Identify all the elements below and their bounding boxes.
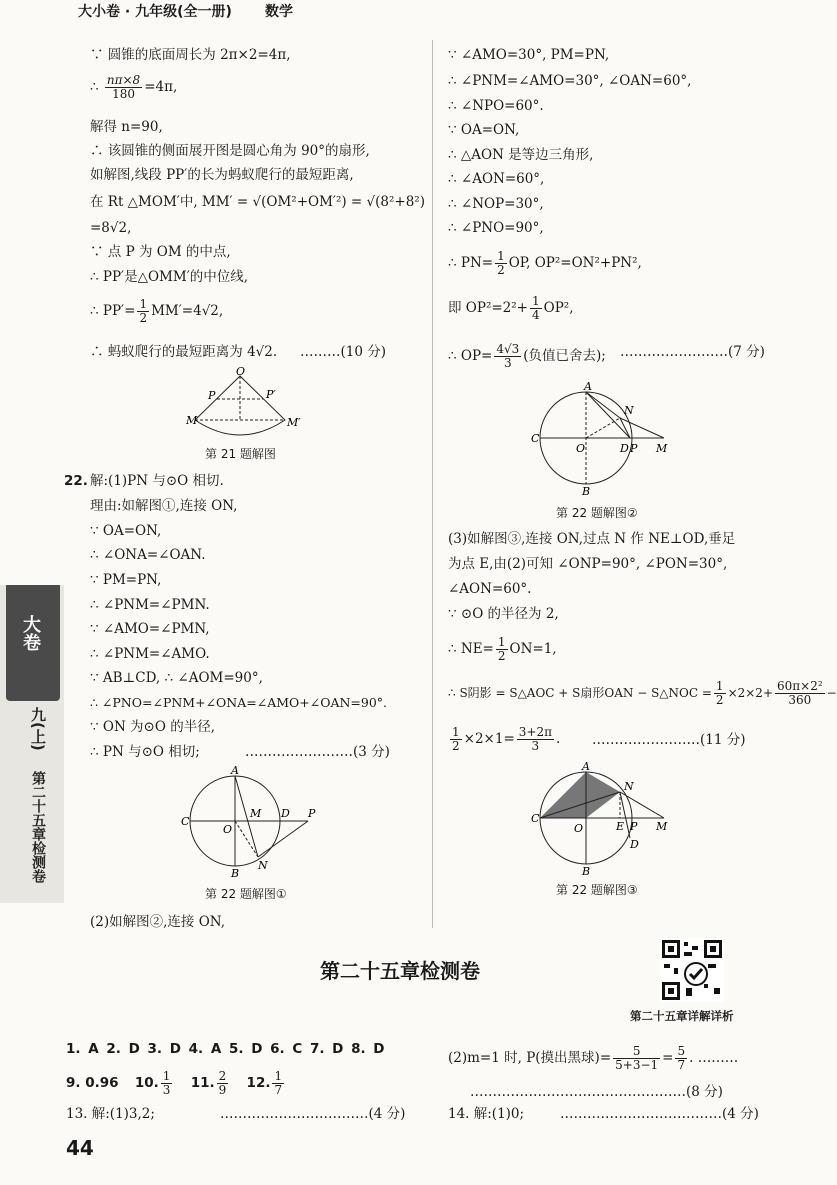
fig21-label-p: P: [208, 389, 216, 402]
answers-row-2: 9. 0.96 10. $\frac{1}{3}$ 11. $\frac{2}{9}$ 12. $\frac{1}{7}$: [66, 1069, 283, 1097]
fig22-2-chord-an: [586, 392, 620, 418]
fig22-2-radius-on: [586, 418, 620, 438]
q22-line-7: ∵ ∠AMO=∠PMN,: [90, 621, 210, 637]
right-line-18: $\frac{1}{2}$ ×2×1= $\frac{3+2\pi}{3}$ .: [452, 725, 561, 753]
right-line-8: ∴ ∠PNO=90°,: [448, 220, 544, 236]
score-13: ……………………………(4 分): [220, 1106, 406, 1122]
page-header-title: 大小卷 · 九年级(全一册): [78, 4, 232, 20]
answer-m1: (2)m=1 时, P(摸出黑球)= $\frac{5}{5+3-1}$ = $\frac{5}{7}$ . ………: [448, 1044, 739, 1072]
fraction: $\frac{n\pi\times 8}{180}$: [106, 73, 141, 101]
q22-line-9: ∵ AB⊥CD, ∴ ∠AOM=90°,: [90, 670, 263, 686]
fig21-sector: [195, 376, 285, 435]
fraction: $\frac{5}{5+3-1}$: [615, 1044, 659, 1072]
fig22-2-label-p: P: [630, 442, 638, 455]
answer-13: 13. 解:(1)3,2;: [66, 1106, 155, 1122]
figure-22-3: [530, 762, 680, 878]
fig22-2-label-c: C: [531, 432, 540, 445]
fig22-3-label-a: A: [582, 760, 590, 773]
left-line-9: ∴ PP′是△OMM′的中位线,: [90, 269, 249, 285]
right-line-5: ∴ △AON 是等边三角形,: [448, 147, 594, 163]
right-line-17: ∴ S阴影 = S△AOC + S扇形OAN − S△NOC = $\frac{1}{2}$ ×2×2+ $\frac{\text{60π×2²}}{360}$ −: [448, 679, 837, 707]
q22-line-6: ∴ ∠PNM=∠PMN.: [90, 597, 210, 613]
fig21-label-m2: M′: [287, 416, 301, 429]
left-line-5: 如解图,线段 PP′的长为蚂蚁爬行的最短距离,: [90, 167, 354, 183]
q22-line-10: ∴ ∠PNO=∠PNM+∠ONA=∠AMO+∠OAN=90°.: [90, 695, 388, 710]
column-divider: [432, 40, 433, 928]
fig22-1-label-p: P: [308, 807, 316, 820]
side-tab-chapter: 第二十五章检测卷: [30, 771, 46, 883]
fraction: $\frac{5}{7}$: [677, 1044, 686, 1072]
right-line-6: ∴ ∠AON=60°,: [448, 171, 545, 187]
fig22-1-label-n: N: [258, 859, 268, 872]
fig22-3-label-e: E: [616, 820, 625, 833]
fraction: $\frac{3+2\pi}{3}$: [518, 725, 552, 753]
q22-line-5: ∵ PM=PN,: [90, 572, 162, 588]
fig22-1-label-b: B: [231, 867, 240, 880]
right-line-16: ∴ NE= $\frac{1}{2}$ ON=1,: [448, 635, 557, 663]
page-header-subject: 数学: [265, 4, 293, 20]
right-line-9: ∴ PN= $\frac{1}{2}$ OP, OP²=ON²+PN²,: [448, 249, 642, 277]
fig22-2-label-o: O: [576, 442, 586, 455]
fig22-3-label-p: P: [630, 820, 638, 833]
figure-22-2: [530, 380, 680, 496]
left-line-8: ∵ 点 P 为 OM 的中点,: [90, 244, 231, 260]
fraction: $\frac{1}{4}$: [531, 294, 540, 322]
right-line-4: ∵ OA=ON,: [448, 122, 520, 138]
left-line-1: ∵ 圆锥的底面周长为 2π×2=4π,: [90, 47, 291, 63]
q22-line-12: ∴ PN 与⊙O 相切;: [90, 744, 200, 760]
fig22-2-label-n: N: [624, 404, 634, 417]
right-line-15: ∵ ⊙O 的半径为 2,: [448, 606, 559, 622]
page-number: 44: [66, 1136, 94, 1160]
right-line-2: ∴ ∠PNM=∠AMO=30°, ∠OAN=60°,: [448, 73, 692, 89]
fraction: $\frac{1}{2}$: [139, 297, 148, 325]
q22-line-3: ∵ OA=ON,: [90, 523, 162, 539]
fraction: $\frac{4√3}{3}$: [496, 342, 520, 370]
fig22-3-label-c: C: [531, 812, 540, 825]
side-tab-label: 大卷: [20, 615, 41, 651]
fig21-label-o: O: [236, 365, 246, 378]
side-tab-grade: 九(上): [29, 707, 47, 751]
fig22-3-label-d: D: [630, 838, 639, 851]
fig22-3-label-m: M: [656, 820, 668, 833]
fig22-2-label-a: A: [584, 380, 592, 393]
fig22-2-label-b: B: [582, 485, 591, 498]
left-line-6: 在 Rt △MOM′中, MM′ = √(OM²+OM′²) = √(8²+8²): [90, 194, 425, 210]
right-line-10: 即 OP²=2²+ $\frac{1}{4}$ OP²,: [448, 294, 574, 322]
fig22-3-label-o: O: [574, 822, 584, 835]
figure-22-1: [180, 764, 320, 880]
fig22-1-label-m: M: [250, 807, 262, 820]
fig22-1-label-a: A: [231, 764, 239, 777]
score-3: ……………………(3 分): [245, 744, 390, 760]
answers-row-1: 1. A 2. D 3. D 4. A 5. D 6. C 7. D 8. D: [66, 1041, 385, 1057]
right-line-7: ∴ ∠NOP=30°,: [448, 196, 544, 212]
fraction: $\frac{1}{2}$: [452, 725, 460, 753]
fig22-2-caption: 第 22 题解图②: [556, 506, 638, 520]
right-line-3: ∴ ∠NPO=60°.: [448, 98, 544, 114]
score-10: ………(10 分): [300, 344, 387, 360]
fraction: $\frac{1}{2}$: [715, 679, 724, 707]
fig22-1-label-c: C: [181, 815, 190, 828]
left-line-4: ∴ 该圆锥的侧面展开图是圆心角为 90°的扇形,: [90, 143, 370, 159]
left-line-7: =8√2,: [90, 220, 132, 236]
left-line-11: ∴ 蚂蚁爬行的最短距离为 4√2.: [90, 344, 278, 360]
qr-caption: 第二十五章详解详析: [630, 1009, 734, 1023]
q22-line-11: ∵ ON 为⊙O 的半径,: [90, 719, 216, 735]
fraction: $\frac{1}{7}$: [274, 1069, 283, 1097]
fraction: $\frac{2}{9}$: [218, 1069, 227, 1097]
side-tab: [0, 585, 64, 903]
left-line-10: ∴ PP′= $\frac{1}{2}$ MM′=4√2,: [90, 297, 224, 325]
figure-21: [180, 365, 310, 442]
q22-line-8: ∴ ∠PNM=∠AMO.: [90, 646, 210, 662]
right-line-13: 为点 E,由(2)可知 ∠ONP=90°, ∠PON=30°,: [448, 556, 728, 572]
fig21-label-p2: P′: [266, 388, 276, 401]
right-line-1: ∵ ∠AMO=30°, PM=PN,: [448, 47, 610, 63]
fraction: $\frac{\text{60π×2²}}{360}$: [777, 679, 823, 707]
fig21-label-m: M: [186, 414, 198, 427]
fig22-2-label-d: D: [620, 442, 629, 455]
q22-part2: (2)如解图②,连接 ON,: [90, 914, 226, 930]
q22-number: 22.: [64, 473, 88, 489]
section-title: 第二十五章检测卷: [320, 959, 480, 983]
fraction: $\frac{1}{2}$: [497, 249, 505, 277]
left-line-2: ∴ $\frac{n\pi\times 8}{180}$ =4π,: [90, 73, 178, 101]
fig22-1-caption: 第 22 题解图①: [205, 887, 287, 901]
fraction: $\frac{1}{2}$: [497, 635, 506, 663]
q22-line-1: 解:(1)PN 与⊙O 相切.: [90, 473, 224, 489]
qr-code-icon[interactable]: [660, 938, 724, 1002]
fig22-3-label-n: N: [624, 780, 634, 793]
fig22-1-label-o: O: [223, 823, 233, 836]
fig22-3-caption: 第 22 题解图③: [556, 883, 638, 897]
q22-line-2: 理由:如解图①,连接 ON,: [90, 498, 238, 514]
right-line-12: (3)如解图③,连接 ON,过点 N 作 NE⊥OD,垂足: [448, 531, 736, 547]
fig22-3-tangent: [620, 792, 664, 818]
score-11: ……………………(11 分): [592, 732, 746, 748]
q22-line-4: ∴ ∠ONA=∠OAN.: [90, 547, 206, 563]
fig22-1-tangent: [258, 821, 308, 857]
right-line-11: ∴ OP= $\frac{4√3}{3}$ (负值已舍去);: [448, 342, 606, 370]
left-line-3: 解得 n=90,: [90, 119, 163, 135]
fig22-1-radius-on: [235, 821, 258, 857]
answer-14: 14. 解:(1)0;: [448, 1106, 525, 1122]
fig22-1-label-d: D: [281, 807, 290, 820]
right-line-14: ∠AON=60°.: [448, 581, 532, 597]
side-tab-top: [6, 585, 60, 701]
fig22-2-label-m: M: [656, 442, 668, 455]
fraction: $\frac{1}{3}$: [162, 1069, 171, 1097]
fig22-3-label-b: B: [582, 865, 591, 878]
score-8: …………………………………………(8 分): [470, 1084, 723, 1100]
score-14: ………………………………(4 分): [560, 1106, 759, 1122]
score-7: ……………………(7 分): [620, 344, 765, 360]
fig22-3-shaded-region: [540, 772, 620, 818]
fig21-caption: 第 21 题解图: [205, 447, 276, 461]
